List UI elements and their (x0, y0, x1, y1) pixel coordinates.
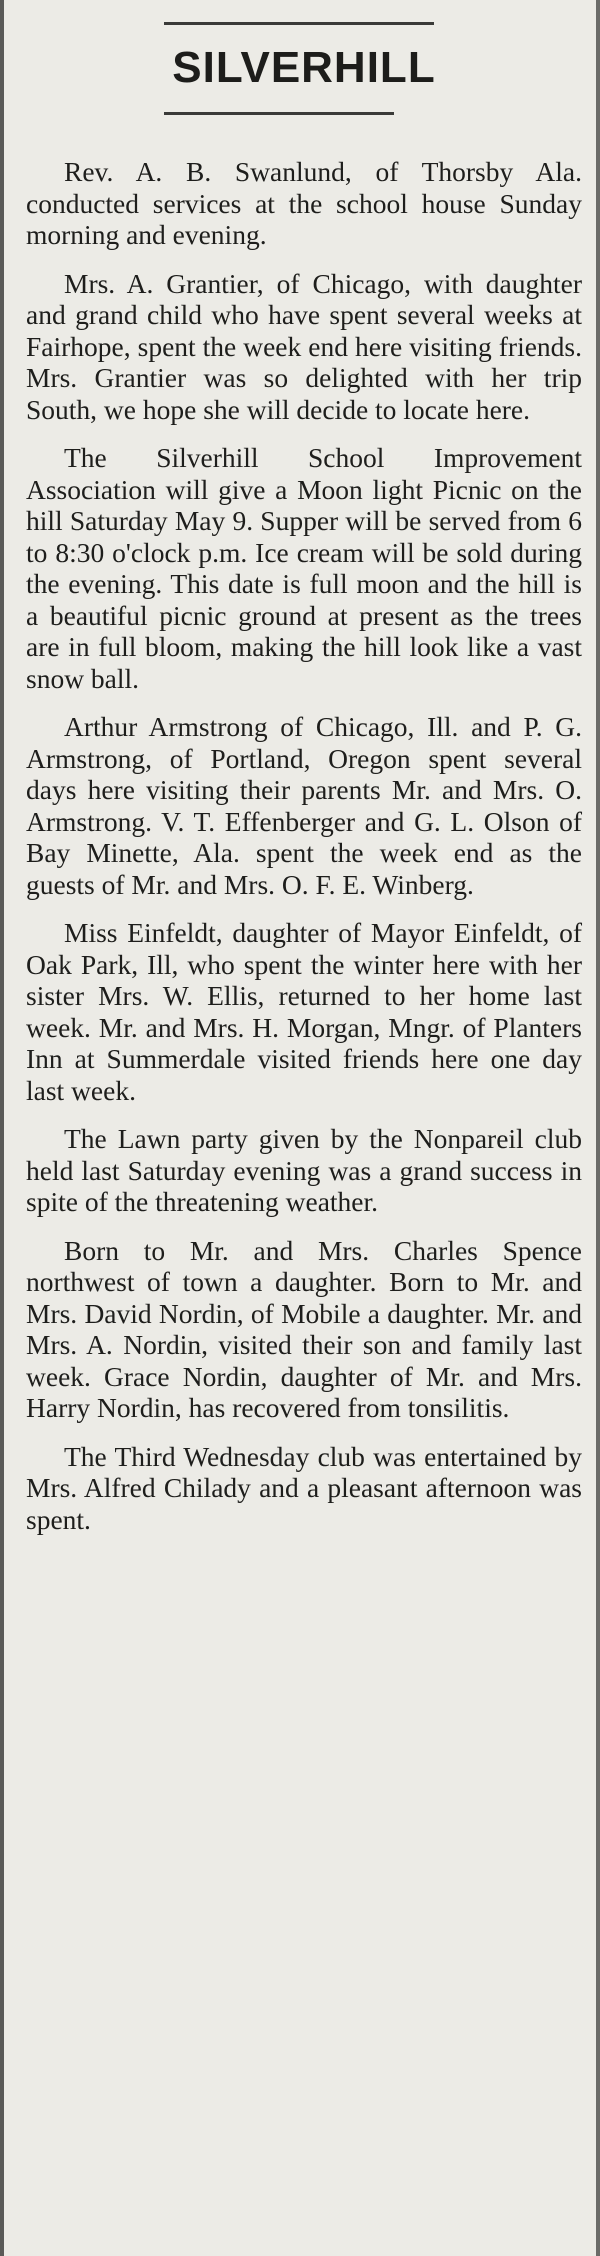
news-item-moonlight-picnic: The Silverhill School Improvement Association will give a Moon light Picnic on the hill Saturday May 9. Supper will be served from 6 to 8:30 o'clock p.m. Ice cream will be sold during the evening. This date is full moon and the hill is a beautiful picnic ground at present as the trees are in full bloom, making the hill look like a vast snow ball. (26, 442, 582, 694)
news-item-births: Born to Mr. and Mrs. Charles Spence northwest of town a daughter. Born to Mr. and Mrs. David Nordin, of Mobile a daughter. Mr. and Mrs. A. Nordin, visited their son and family last week. Grace Nordin, daughter of Mr. and Mrs. Harry Nordin, has recovered from tonsilitis. (26, 1234, 582, 1423)
top-rule (164, 22, 434, 25)
article-body (26, 156, 582, 1552)
news-item-lawn-party: The Lawn party given by the Nonpareil club held last Saturday evening was a grand success in spite of the threatening weather. (26, 1123, 582, 1217)
news-item-wednesday-club: The Third Wednesday club was entertained by Mrs. Alfred Chilady and a pleasant afternoon was spent. (26, 1440, 582, 1535)
news-item-swanlund: Rev. A. B. Swanlund, of Thorsby Ala. conducted services at the school house Sunday morning and evening. (26, 156, 582, 250)
column-headline: SILVERHILL (172, 43, 436, 92)
news-item-armstrong: Arthur Armstrong of Chicago, Ill. and P. G. Armstrong, of Portland, Oregon spent several days here visiting their parents Mr. and Mrs. O. Armstrong. V. T. Effenberger and G. L. Olson of Bay Minette, Ala. spent the week end as the guests of Mr. and Mrs. O. F. E. Winberg. (26, 711, 582, 900)
headline-rule (164, 112, 394, 115)
news-item-grantier: Mrs. A. Grantier, of Chicago, with daughter and grand child who have spent several weeks at Fairhope, spent the week end here visiting friends. Mrs. Grantier was so delighted with her trip South, we hope she will decide to locate here. (26, 267, 582, 425)
news-item-einfeldt: Miss Einfeldt, daughter of Mayor Einfeldt, of Oak Park, Ill, who spent the winter here with her sister Mrs. W. Ellis, returned to her home last week. Mr. and Mrs. H. Morgan, Mngr. of Planters Inn at Summerdale visited friends here one day last week. (26, 917, 582, 1106)
